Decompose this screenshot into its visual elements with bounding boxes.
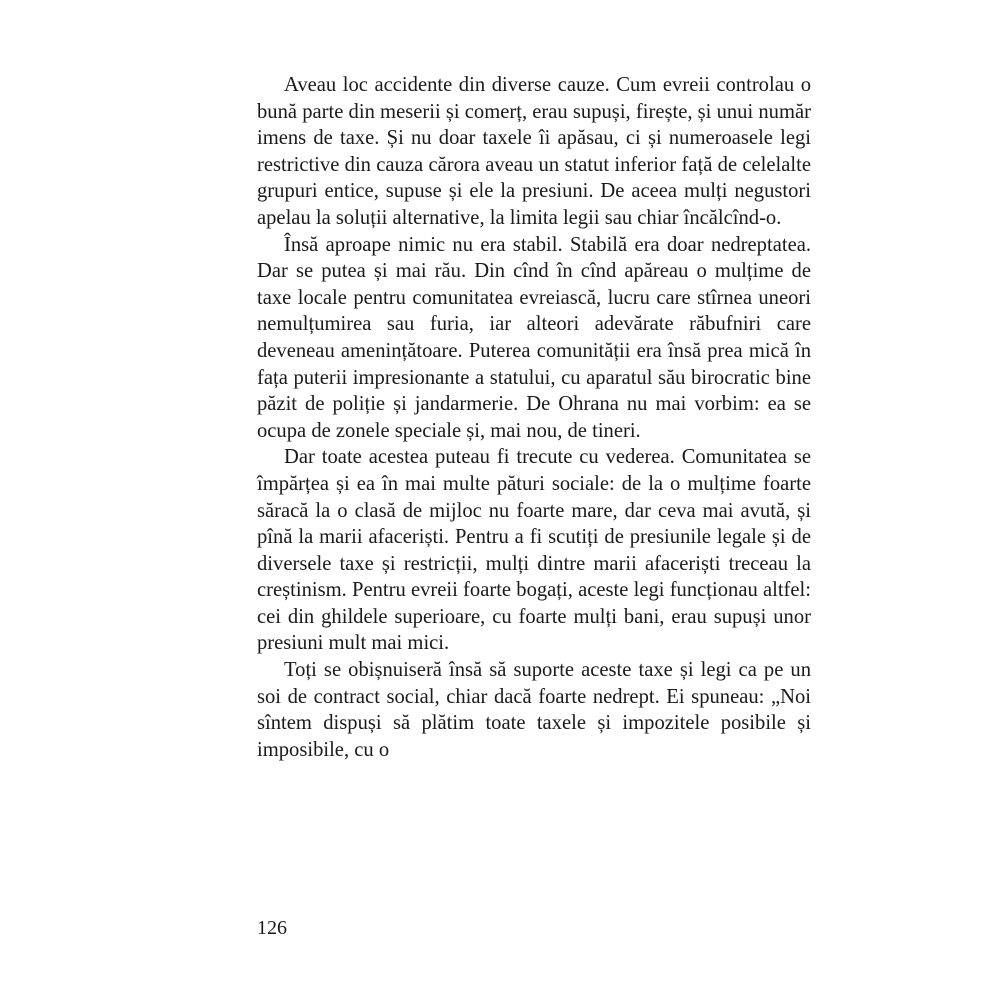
paragraph-2: Însă aproape nimic nu era stabil. Stabilă era doar nedreptatea. Dar se putea și mai rău. Din cînd în cînd apăreau o mulțime de taxe locale pentru comunitatea evreiască, lucru care stîrnea uneori nemulțumirea sau furia, iar alteori adevărate răbufniri care deveneau amenințătoare. Puterea comunității era însă prea mică în fața puterii impresionante a statului, cu aparatul său birocratic bine păzit de poliție și jandarmerie. De Ohrana nu mai vorbim: ea se ocupa de zonele speciale și, mai nou, de tineri. <box>257 233 811 442</box>
page-number: 126 <box>257 917 287 939</box>
paragraph-1: Aveau loc accidente din diverse cauze. Cum evreii controlau o bună parte din meserii și comerț, erau supuși, firește, și unui număr imens de taxe. Și nu doar taxele îi apăsau, ci și numeroasele legi restrictive din cauza cărora aveau un statut inferior față de celelalte grupuri entice, supuse și ele la presiuni. De aceea mulți negustori apelau la soluții alternative, la limita legii sau chiar încălcînd-o. <box>257 74 811 229</box>
paragraph-4: Toți se obișnuiseră însă să suporte aceste taxe și legi ca pe un soi de contract social, chiar dacă foarte nedrept. Ei spuneau: „Noi sîntem dispuși să plătim toate taxele și impozitele posibile și imposibile, cu o <box>257 659 811 761</box>
body-text <box>257 72 811 763</box>
paragraph-3: Dar toate acestea puteau fi trecute cu vederea. Comunitatea se împărțea și ea în mai multe pături sociale: de la o mulțime foarte săracă la o clasă de mijloc nu foarte mare, dar ceva mai avută, și pînă la marii afaceriști. Pentru a fi scutiți de presiunile legale și de diversele taxe și restricții, mulți dintre marii afaceriști treceau la creștinism. Pentru evreii foarte bogați, aceste legi funcționau altfel: cei din ghildele superioare, cu foarte mulți bani, erau supuși unor presiuni mult mai mici. <box>257 446 811 655</box>
